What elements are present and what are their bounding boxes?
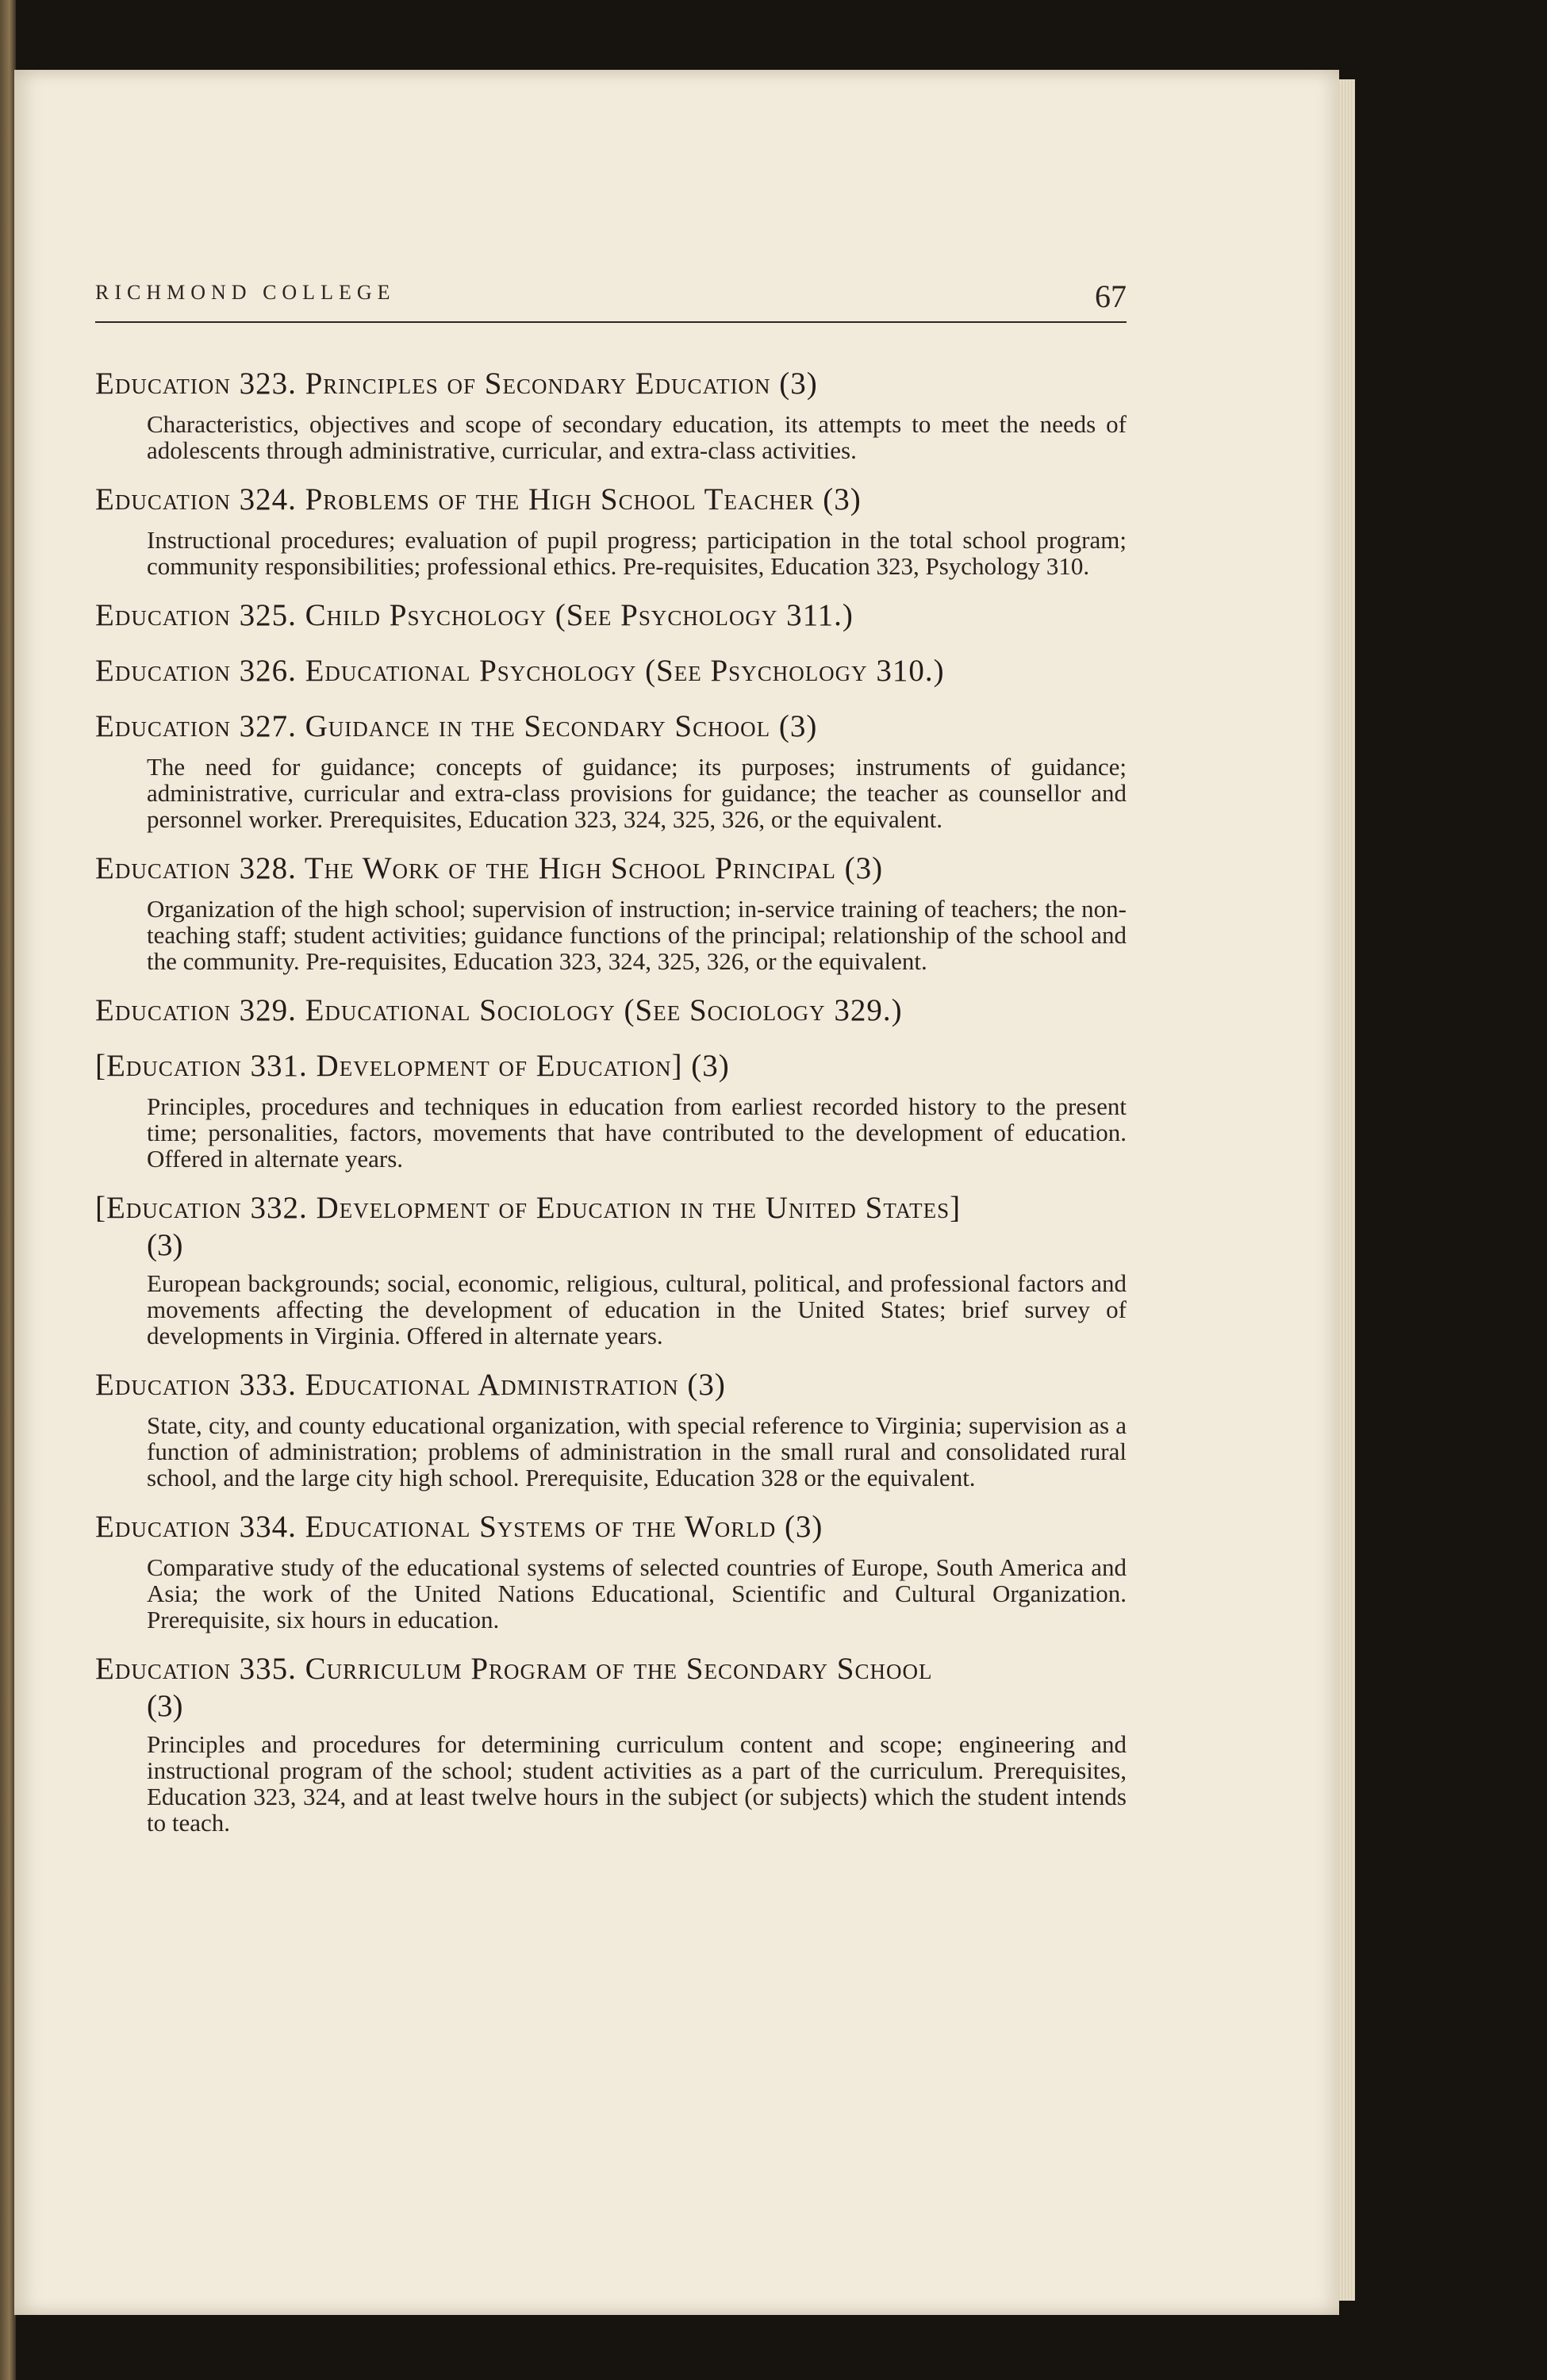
course-entry (95, 481, 1127, 579)
course-heading: Education 324. Problems of the High School Teacher (3) (95, 482, 862, 516)
course-entry (95, 1508, 1127, 1633)
course-entry (95, 652, 1127, 690)
page-header (95, 278, 1127, 325)
course-description: Principles and procedures for determining curriculum content and scope; engineering and instructional program of the school; student activities as a part of the curriculum. Prerequisites, Education 323, 324, and at least twelve hours in the subject (or subjects) which the student intends to teach. (147, 1730, 1127, 1837)
course-entry (95, 708, 1127, 832)
course-heading: Education 328. The Work of the High School Principal (3) (95, 851, 884, 885)
course-entry (95, 992, 1127, 1030)
course-heading: Education 329. Educational Sociology (See Sociology 329.) (95, 993, 903, 1027)
course-credit: (3) (147, 1689, 183, 1723)
course-entry (95, 365, 1127, 463)
course-heading: Education 334. Educational Systems of the World (3) (95, 1510, 823, 1544)
course-description: Comparative study of the educational systems of selected countries of Europe, South America and Asia; the work of the United Nations Educational, Scientific and Cultural Organization. Prerequisite, six hours in education. (147, 1553, 1127, 1633)
course-description: Instructional procedures; evaluation of pupil progress; participation in the total school program; community responsibilities; professional ethics. Pre-requisites, Education 323, Psychology 310. (147, 526, 1127, 580)
page-number: 67 (1095, 278, 1127, 314)
page-stack-edge (1338, 79, 1355, 2301)
course-description: State, city, and county educational organization, with special reference to Virginia; supervision as a function of administration; problems of administration in the small rural and consolidated rural school, and the large city high school. Prerequisite, Education 328 or the equivalent. (147, 1411, 1127, 1491)
course-credit: (3) (147, 1228, 183, 1262)
course-entry (95, 1189, 1127, 1349)
course-entry (95, 1366, 1127, 1491)
course-heading: Education 335. Curriculum Program of the Secondary School (95, 1652, 933, 1686)
course-heading: Education 326. Educational Psychology (See Psychology 310.) (95, 654, 945, 688)
course-heading: Education 325. Child Psychology (See Psychology 311.) (95, 598, 854, 632)
course-description: European backgrounds; social, economic, religious, cultural, political, and professional factors and movements affecting the development of education in the United States; brief survey of developments in Virginia. Offered in alternate years. (147, 1269, 1127, 1349)
course-heading: Education 323. Principles of Secondary Education (3) (95, 367, 818, 401)
course-heading: Education 327. Guidance in the Secondary School (3) (95, 709, 818, 743)
course-description: Organization of the high school; supervision of instruction; in-service training of teachers; the non-teaching staff; student activities; guidance functions of the principal; relationship of the school and the community. Pre-requisites, Education 323, 324, 325, 326, or the equivalent. (147, 895, 1127, 975)
course-description: Principles, procedures and techniques in education from earliest recorded history to the present time; personalities, factors, movements that have contributed to the development of education. Offered in alternate years. (147, 1092, 1127, 1173)
course-list (95, 365, 1127, 1836)
course-heading: Education 333. Educational Administration (3) (95, 1368, 726, 1402)
course-heading: [Education 331. Development of Education] (3) (95, 1049, 730, 1083)
course-entry (95, 850, 1127, 974)
header-rule (95, 321, 1127, 323)
course-description: The need for guidance; concepts of guidance; its purposes; instruments of guidance; administrative, curricular and extra-class provisions for guidance; the teacher as counsellor and personnel worker. Prerequisites, Education 323, 324, 325, 326, or the equivalent. (147, 753, 1127, 833)
course-description: Characteristics, objectives and scope of secondary education, its attempts to meet the needs of adolescents through administrative, curricular, and extra-class activities. (147, 410, 1127, 464)
course-entry (95, 1650, 1127, 1836)
course-entry (95, 597, 1127, 635)
book-binding-edge (0, 0, 16, 2380)
course-heading: [Education 332. Development of Education in the United States] (95, 1191, 962, 1225)
course-entry (95, 1047, 1127, 1172)
running-head: RICHMOND COLLEGE (95, 281, 396, 304)
